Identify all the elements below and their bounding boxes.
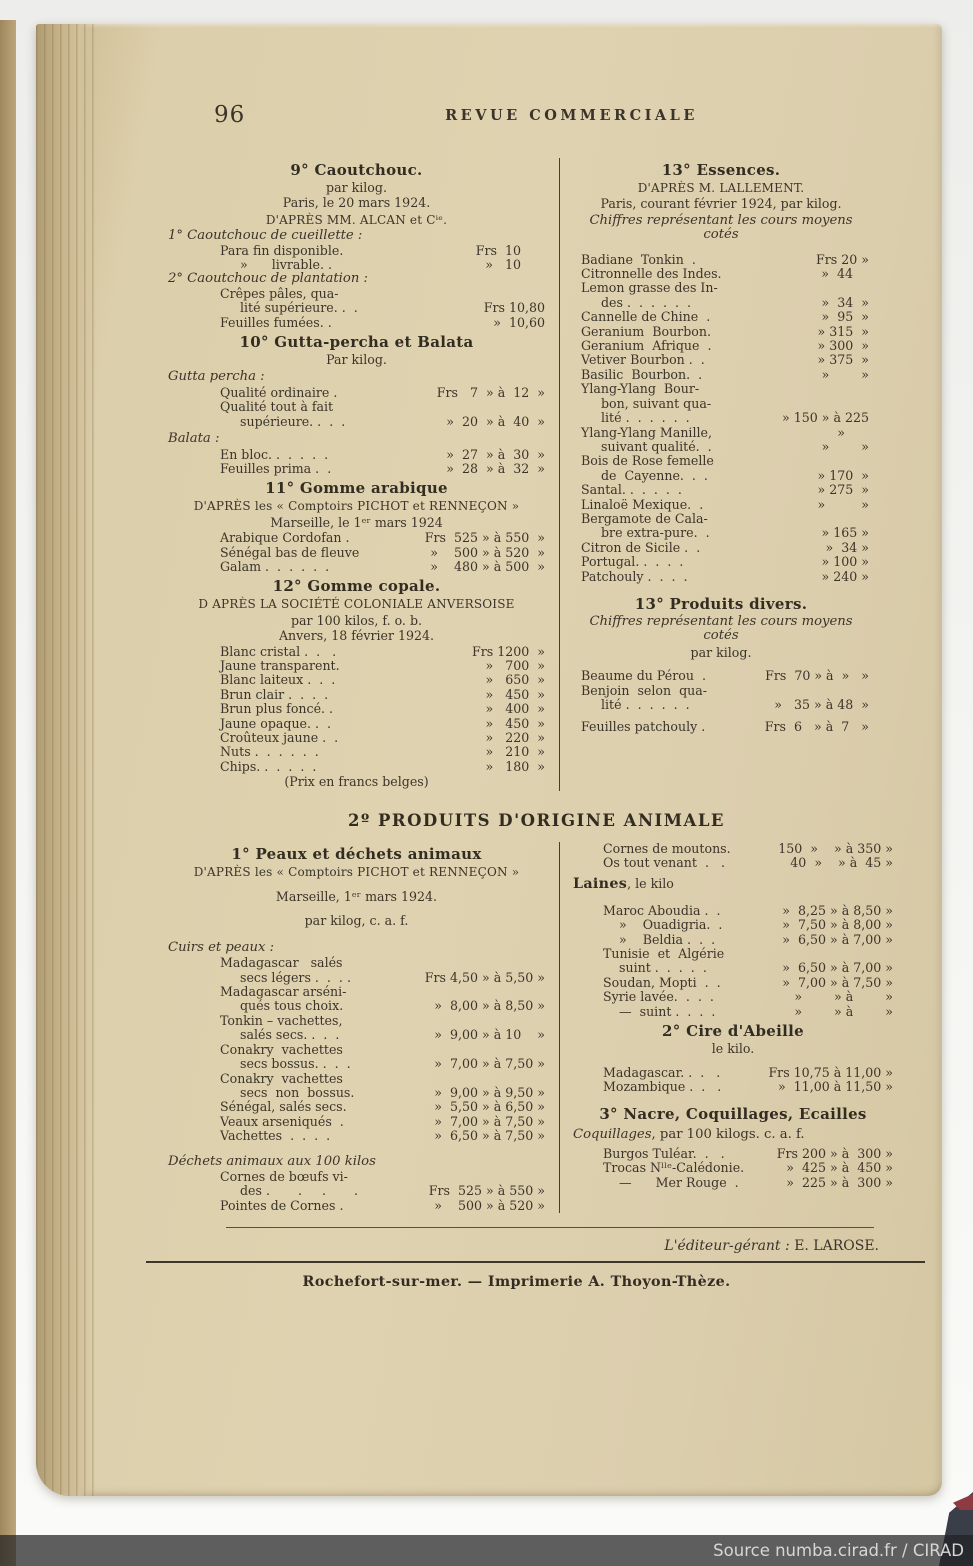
text-line: 1° Caoutchouc de cueillette :	[168, 228, 363, 244]
price-row	[573, 918, 893, 932]
price-row	[168, 1170, 545, 1184]
text-line: par kilog.	[690, 644, 752, 660]
item-label: Mozambique . . .	[603, 1078, 722, 1094]
item-price: Frs 7 » à 12 »	[436, 384, 545, 400]
journal-title: REVUE COMMERCIALE	[445, 107, 698, 124]
price-row	[573, 570, 869, 584]
item-label: Soudan, Mopti . .	[603, 974, 721, 990]
price-row	[573, 512, 869, 526]
item-label: » livrable. .	[240, 257, 332, 273]
item-price: » 28 » à 32 »	[446, 460, 545, 476]
item-price: » 27 » à 30 »	[446, 446, 545, 462]
item-label: secs bossus. . . .	[240, 1056, 351, 1072]
item-label: Vetiver Bourbon . .	[581, 352, 705, 368]
price-row	[573, 397, 869, 411]
price-row	[573, 483, 869, 497]
lead-word: Coquillages	[573, 1127, 652, 1143]
item-label: de Cayenne. . .	[601, 467, 708, 483]
item-label: Citron de Sicile . .	[581, 539, 701, 555]
price-row	[168, 956, 545, 970]
item-price: » 35 » à 48 »	[774, 697, 869, 712]
text-line: D'APRÈS MM. ALCAN et Cⁱᵉ.	[265, 212, 448, 227]
price-row	[168, 560, 545, 574]
price-row	[168, 673, 545, 687]
item-price: » 44	[821, 266, 869, 282]
item-price: » 7,50 » à 8,00 »	[782, 917, 893, 933]
section-heading: 12° Gomme copale.	[272, 577, 441, 596]
item-price: Frs 1200 »	[472, 643, 545, 659]
item-label: des . . . . . .	[601, 294, 692, 310]
item-label: Brun clair . . . .	[220, 686, 329, 702]
item-price: Frs 525 » à 550 »	[428, 1183, 545, 1199]
text-line: Chiffres représentant les cours moyens cotés	[589, 212, 857, 243]
item-label: lité . . . . . .	[601, 410, 690, 426]
price-row	[573, 555, 869, 569]
item-label: — Mer Rouge .	[619, 1174, 739, 1190]
text-line: (Prix en francs belges)	[284, 774, 429, 790]
item-price: » 95 »	[821, 309, 869, 325]
page-text-block	[168, 102, 905, 1290]
item-price: » 10	[485, 257, 545, 273]
item-label: — suint . . . .	[619, 1003, 716, 1019]
item-label: Trocas Nˡˡᵉ-Calédonie.	[603, 1160, 745, 1176]
price-row	[168, 731, 545, 745]
text-line: Marseille, le 1ᵉʳ mars 1924	[270, 514, 443, 530]
item-label: Ylang-Ylang Bour-	[581, 381, 700, 397]
text-line: Balata :	[168, 431, 220, 447]
item-price: » 315 »	[817, 323, 869, 339]
price-row	[168, 1129, 545, 1143]
imprint-line: Rochefort-sur-mer. — Imprimerie A. Thoyon-Thèze.	[302, 1274, 731, 1291]
price-row	[168, 386, 545, 400]
price-row	[573, 353, 869, 367]
item-label: Patchouly . . . .	[581, 568, 688, 584]
price-row	[573, 1161, 893, 1175]
price-row	[168, 745, 545, 759]
item-price: »	[837, 424, 869, 440]
masthead	[168, 102, 905, 136]
item-label: des . . . .	[240, 1183, 359, 1199]
item-price: » 5,50 » à 6,50 »	[434, 1099, 545, 1115]
item-label: Blanc cristal . . .	[220, 643, 337, 659]
item-price: » 6,50 » à 7,00 »	[782, 931, 893, 947]
item-price: » 500 » à 520 »	[430, 544, 545, 560]
price-row	[168, 1028, 545, 1042]
text-line: Paris, courant février 1924, par kilog.	[600, 196, 842, 212]
item-label: salés secs. . . .	[240, 1027, 340, 1043]
item-price: » »	[821, 438, 869, 454]
section-heading: 3° Nacre, Coquillages, Ecailles	[599, 1105, 867, 1124]
item-label: Brun plus foncé. .	[220, 701, 334, 717]
lower-columns	[168, 842, 905, 1214]
item-label: Feuilles prima . .	[220, 460, 332, 476]
price-row	[168, 1086, 545, 1100]
separator-rule-thin	[226, 1227, 874, 1228]
price-row	[573, 411, 869, 425]
price-row	[573, 842, 893, 856]
item-price: » 450 »	[485, 686, 545, 702]
spacer	[168, 881, 545, 889]
lower-right-column	[560, 842, 905, 1214]
price-row	[168, 415, 545, 429]
item-label: Croûteux jaune . .	[220, 730, 339, 745]
price-row	[573, 339, 869, 353]
text-line: D APRÈS LA SOCIÉTÉ COLONIALE ANVERSOISE	[198, 597, 515, 612]
price-row	[168, 999, 545, 1013]
item-label: Syrie lavée. . . .	[603, 989, 714, 1005]
item-label: bre extra-pure. .	[601, 525, 710, 541]
item-label: supérieure. . . .	[240, 413, 346, 429]
price-row	[573, 440, 869, 454]
item-label: Geranium Afrique .	[581, 338, 712, 354]
editor-name: E. LAROSE.	[794, 1238, 879, 1255]
text-line: par 100 kilos, f. o. b.	[290, 612, 423, 628]
section-heading: 13° Produits divers.	[634, 594, 808, 613]
item-label: bon, suivant qua-	[601, 395, 712, 411]
item-label: lité . . . . . .	[601, 697, 690, 712]
item-label: Geranium Bourbon.	[581, 323, 711, 339]
item-label: Qualité tout à fait	[220, 399, 334, 415]
item-price: » 700 »	[485, 657, 545, 673]
price-row	[573, 669, 869, 683]
text-line: Anvers, 18 février 1924.	[278, 628, 435, 644]
section-2-heading: 2º PRODUITS D'ORIGINE ANIMALE	[347, 810, 726, 830]
item-price: » 6,50 » à 7,50 »	[434, 1128, 545, 1144]
item-price: 40 » » à 45 »	[790, 855, 893, 871]
item-label: qués tous choix.	[240, 998, 344, 1014]
item-label: Vachettes . . . .	[220, 1128, 331, 1144]
price-row	[573, 541, 869, 555]
price-row	[573, 1080, 893, 1094]
item-label: Portugal. . . . .	[581, 554, 684, 570]
item-label: Bois de Rose femelle	[581, 453, 714, 469]
price-row	[168, 1072, 545, 1086]
item-price: 150 » » à 350 »	[778, 840, 893, 856]
price-row	[573, 296, 869, 310]
item-label: » Ouadigria. .	[619, 917, 723, 933]
item-label: Santal. . . . . .	[581, 482, 682, 498]
item-label: Pointes de Cornes .	[220, 1197, 344, 1213]
section-heading: 1° Peaux et déchets animaux	[231, 844, 482, 863]
price-row	[573, 684, 869, 698]
price-row	[573, 281, 869, 295]
price-row	[573, 469, 869, 483]
item-label: Crêpes pâles, qua-	[220, 285, 339, 301]
item-price: » 225 » à 300 »	[786, 1174, 893, 1190]
upper-columns	[168, 158, 905, 791]
price-row	[573, 856, 893, 870]
item-label: Lemon grasse des In-	[581, 280, 718, 296]
section-heading: 13° Essences.	[661, 161, 781, 179]
item-label: Ylang-Ylang Manille,	[581, 424, 712, 440]
price-row	[573, 933, 893, 947]
item-label: Chips. . . . . .	[220, 758, 317, 774]
item-label: Citronnelle des Indes.	[581, 266, 722, 282]
section-heading: 10° Gutta-percha et Balata	[239, 333, 474, 352]
item-label: Cornes de bœufs vi-	[220, 1168, 348, 1184]
item-label: Conakry vachettes	[220, 1070, 343, 1086]
item-label: Bergamote de Cala-	[581, 510, 708, 526]
text-line: Marseille, 1ᵉʳ mars 1924.	[275, 889, 438, 905]
price-row	[168, 1184, 545, 1198]
item-price: » 7,00 » à 7,50 »	[782, 974, 893, 990]
item-price: » 7,00 » à 7,50 »	[434, 1113, 545, 1129]
item-price: » 11,00 à 11,50 »	[777, 1078, 893, 1094]
source-watermark-text: Source numba.cirad.fr / CIRAD	[713, 1541, 964, 1560]
item-label: Burgos Tuléar. . .	[603, 1145, 725, 1161]
section-heading: 2° Cire d'Abeille	[662, 1022, 804, 1041]
editor-role: L'éditeur-gérant :	[664, 1238, 790, 1255]
price-row	[168, 258, 545, 272]
item-price: » 210 »	[485, 744, 545, 760]
item-label: secs non bossus.	[240, 1084, 355, 1100]
price-row	[168, 985, 545, 999]
item-price: » 450 »	[485, 715, 545, 731]
item-price: » » à »	[794, 1003, 893, 1019]
page-number: 96	[214, 102, 246, 128]
item-label: Nuts . . . . . .	[220, 744, 319, 760]
price-row	[168, 971, 545, 985]
item-price: » 300 »	[817, 338, 869, 354]
price-row	[573, 1005, 893, 1019]
price-row	[168, 760, 545, 774]
item-price: Frs 4,50 » à 5,50 »	[424, 969, 545, 985]
price-row	[168, 659, 545, 673]
item-price: » 650 »	[485, 672, 545, 688]
item-label: secs légers . . . .	[240, 969, 351, 985]
price-row	[168, 287, 545, 301]
item-price: » 8,00 » à 8,50 »	[434, 998, 545, 1014]
text-line: Gutta percha :	[168, 369, 265, 385]
book-spine-edge	[0, 20, 16, 1566]
item-label: Tonkin – vachettes,	[220, 1012, 343, 1028]
item-label: Maroc Aboudia . .	[603, 902, 721, 918]
price-row	[168, 645, 545, 659]
price-row	[168, 1014, 545, 1028]
item-label: Tunisie et Algérie	[603, 946, 725, 962]
price-row	[168, 1115, 545, 1129]
text-line: Coquillages, par 100 kilogs. c. a. f.	[573, 1127, 805, 1143]
price-row	[168, 717, 545, 731]
editor-line	[168, 1238, 905, 1254]
item-price: » 8,25 » à 8,50 »	[782, 902, 893, 918]
item-price: » 34 »	[825, 539, 869, 555]
price-row	[573, 498, 869, 512]
price-row	[573, 382, 869, 396]
item-price: » 180 »	[485, 758, 545, 774]
item-price: » 480 » à 500 »	[430, 558, 545, 574]
price-row	[573, 720, 869, 734]
item-price: » 240 »	[821, 568, 869, 584]
price-row	[168, 400, 545, 414]
price-row	[573, 454, 869, 468]
price-row	[573, 325, 869, 339]
item-price: Frs 200 » à 300 »	[776, 1145, 893, 1161]
item-label: En bloc. . . . . .	[220, 446, 329, 462]
item-label: Cornes de moutons.	[603, 840, 731, 856]
price-row	[168, 1057, 545, 1071]
price-row	[168, 1199, 545, 1213]
text-line: Paris, le 20 mars 1924.	[282, 195, 431, 211]
price-row	[168, 546, 545, 560]
price-row	[573, 368, 869, 382]
price-row	[573, 253, 869, 267]
price-row	[168, 688, 545, 702]
price-row	[573, 947, 893, 961]
item-label: Beaume du Pérou .	[581, 668, 706, 684]
item-label: Blanc laiteux . . .	[220, 672, 336, 688]
price-row	[573, 310, 869, 324]
item-price: » 150 » à 225	[781, 410, 869, 426]
price-row	[573, 698, 869, 712]
text-line: le kilo.	[711, 1041, 755, 1057]
item-label: suint . . . . .	[619, 960, 707, 976]
item-price: » 34 »	[821, 294, 869, 310]
item-price: » 10,60	[493, 314, 545, 330]
item-price: » 20 » à 40 »	[446, 413, 545, 429]
text-line: Laines, le kilo	[573, 876, 674, 893]
price-row	[573, 976, 893, 990]
text-line: 2° Caoutchouc de plantation :	[168, 271, 368, 287]
item-label: Badiane Tonkin .	[581, 251, 696, 267]
price-row	[573, 426, 869, 440]
text-line: par kilog, c. a. f.	[304, 913, 409, 929]
separator-rule-thick	[146, 1261, 925, 1263]
item-price: » 425 » à 450 »	[786, 1160, 893, 1176]
item-label: Benjoin selon qua-	[581, 682, 708, 698]
spacer	[168, 1144, 545, 1152]
item-label: Qualité ordinaire .	[220, 384, 338, 400]
spacer	[168, 905, 545, 913]
item-price: Frs 70 » à » »	[765, 668, 869, 684]
text-line: D'APRÈS les « Comptoirs PICHOT et RENNEÇON »	[193, 864, 520, 879]
spacer	[573, 1094, 893, 1102]
item-label: Madagascar. . . .	[603, 1064, 721, 1080]
item-price: » 165 »	[821, 525, 869, 541]
item-price: » 220 »	[485, 730, 545, 745]
item-label: Jaune transparent.	[220, 657, 340, 673]
text-line: Par kilog.	[326, 352, 387, 368]
spacer	[168, 930, 545, 938]
item-label: Feuilles fumées. .	[220, 314, 332, 330]
item-label: Linaloë Mexique. .	[581, 496, 704, 512]
text-line: Déchets animaux aux 100 kilos	[168, 1153, 376, 1169]
upper-left-column	[168, 158, 560, 791]
price-row	[573, 904, 893, 918]
item-label: Para fin disponible.	[220, 242, 344, 258]
item-price: Frs 10	[475, 242, 545, 258]
section-heading: 9° Caoutchouc.	[290, 161, 423, 179]
item-price: » 375 »	[817, 352, 869, 368]
item-label: suivant qualité. .	[601, 438, 712, 454]
text-line: par kilog.	[326, 180, 387, 195]
item-price: Frs 525 » à 550 »	[424, 530, 545, 546]
item-label: Veaux arseniqués .	[220, 1113, 344, 1129]
price-row	[573, 1066, 893, 1080]
price-row	[168, 1100, 545, 1114]
price-row	[573, 267, 869, 281]
section-heading: 11° Gomme arabique	[265, 479, 448, 498]
item-label: Basilic Bourbon. .	[581, 366, 703, 382]
item-label: » Beldia . . .	[619, 931, 716, 947]
item-price: » 6,50 » à 7,00 »	[782, 960, 893, 976]
item-price: » 500 » à 520 »	[434, 1197, 545, 1213]
item-label: Conakry vachettes	[220, 1041, 343, 1057]
price-row	[168, 531, 545, 545]
item-label: lité supérieure. . .	[240, 300, 358, 316]
item-label: Madagascar arséni-	[220, 984, 347, 1000]
item-price: Frs 20 »	[816, 251, 869, 267]
upper-right-column	[560, 158, 905, 791]
price-row	[573, 961, 893, 975]
scanned-page	[36, 24, 942, 1496]
item-price: » 9,00 » à 10 »	[434, 1027, 545, 1043]
price-row	[573, 1176, 893, 1190]
item-label: Os tout venant . .	[603, 855, 725, 871]
item-label: Sénégal bas de fleuve	[220, 544, 360, 560]
item-price: » » à »	[794, 989, 893, 1005]
item-price: » »	[817, 496, 869, 512]
item-price: » 275 »	[817, 482, 869, 498]
price-row	[573, 990, 893, 1004]
item-price: » 7,00 » à 7,50 »	[434, 1056, 545, 1072]
item-price: » 9,00 » à 9,50 »	[434, 1084, 545, 1100]
spacer	[573, 584, 869, 592]
price-row	[573, 1147, 893, 1161]
item-price: » »	[821, 366, 869, 382]
item-price: Frs 10,75 à 11,00 »	[768, 1064, 893, 1080]
price-row	[573, 526, 869, 540]
source-watermark-bar	[0, 1535, 973, 1566]
price-row	[168, 448, 545, 462]
text-line: D'APRÈS les « Comptoirs PICHOT et RENNEÇON »	[193, 499, 520, 514]
price-row	[168, 244, 545, 258]
item-label: Jaune opaque. . .	[220, 715, 332, 731]
item-label: Cannelle de Chine .	[581, 309, 711, 325]
price-row	[168, 301, 545, 315]
item-label: Arabique Cordofan .	[220, 530, 350, 546]
text-line: Cuirs et peaux :	[168, 939, 275, 955]
price-row	[168, 702, 545, 716]
item-label: Madagascar salés	[220, 955, 343, 971]
item-price: » 400 »	[485, 701, 545, 717]
item-price: Frs 10,80	[483, 300, 545, 316]
lead-word: Laines	[573, 876, 628, 893]
price-row	[168, 316, 545, 330]
text-line: D'APRÈS M. LALLEMENT.	[637, 181, 805, 195]
price-row	[168, 462, 545, 476]
item-label: Sénégal, salés secs.	[220, 1099, 347, 1115]
item-price: » 170 »	[817, 467, 869, 483]
item-price: » 100 »	[821, 554, 869, 570]
price-row	[168, 1043, 545, 1057]
item-price: Frs 6 » à 7 »	[764, 719, 869, 735]
lower-left-column	[168, 842, 560, 1214]
item-label: Galam . . . . . .	[220, 558, 330, 574]
text-line: Chiffres représentant les cours moyens cotés	[589, 613, 857, 644]
item-label: Feuilles patchouly .	[581, 719, 706, 735]
